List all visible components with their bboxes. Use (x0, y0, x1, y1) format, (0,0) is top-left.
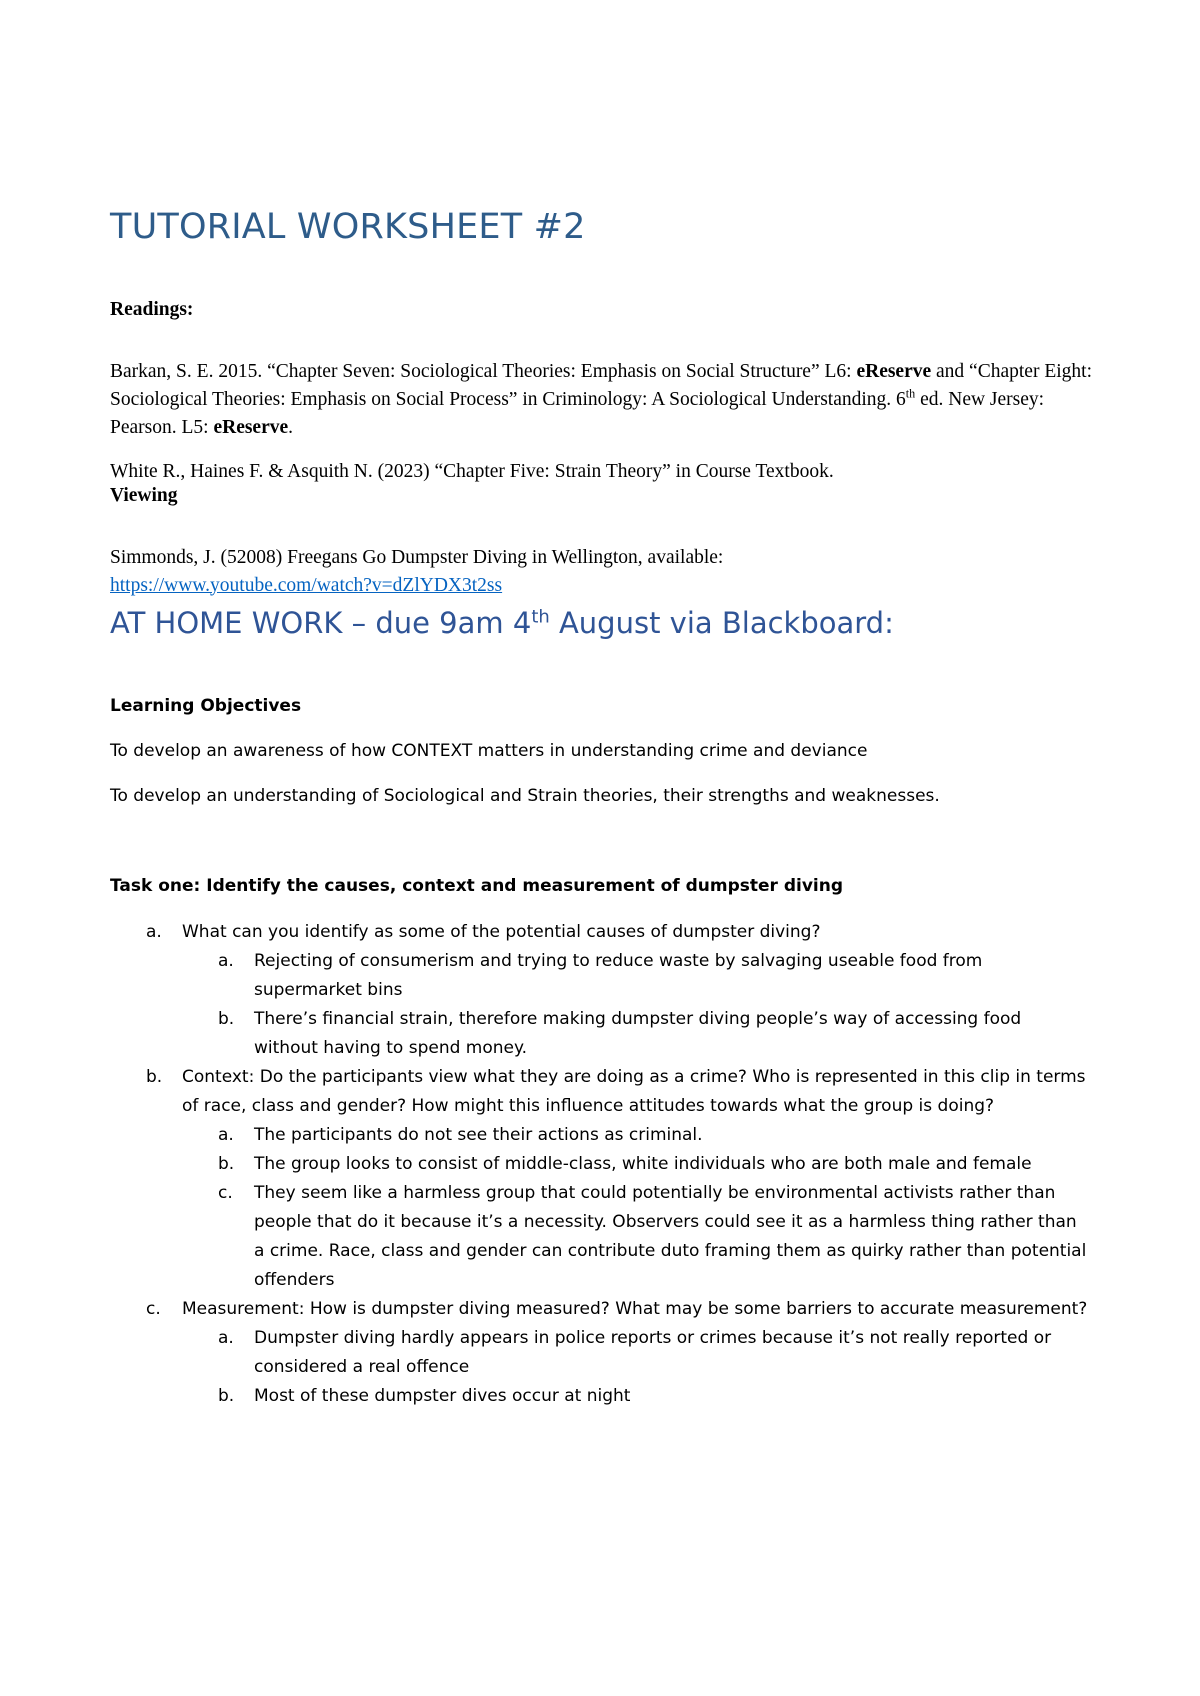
question-item-causes (110, 918, 1090, 947)
task-one-heading: Task one: Identify the causes, context and measurement of dumpster diving (110, 876, 844, 896)
question-item-measurement (110, 1295, 1090, 1324)
list-marker: b. (218, 1386, 235, 1406)
answer-text: They seem like a harmless group that could potentially be environmental activists rather than people that do it because it’s a necessity. Observers could see it as a harmless thing rather than a crime. Race, class and gender can contribute duto framing them as quirky rather than potential offenders (254, 1183, 1087, 1290)
objective-item: To develop an awareness of how CONTEXT matters in understanding crime and deviance (110, 741, 868, 761)
ereserve-label: eReserve (213, 416, 289, 438)
list-marker: a. (218, 1328, 234, 1348)
ref-text: ed. New Jersey: Pearson. L5: (110, 388, 1045, 438)
answer-text: Rejecting of consumerism and trying to reduce waste by salvaging useable food from supermarket bins (254, 951, 983, 1000)
viewing-heading: Viewing (110, 485, 178, 506)
answer-item (110, 1121, 1090, 1150)
viewing-reference (110, 544, 1100, 600)
question-text: Measurement: How is dumpster diving measured? What may be some barriers to accurate measurement? (182, 1299, 1088, 1319)
ref-text: . (288, 416, 294, 438)
list-marker: c. (218, 1183, 233, 1203)
ereserve-label: eReserve (856, 360, 932, 382)
ref-text: and “Chapter Eight: Sociological Theories: Emphasis on Social Process” in Criminology: A Sociological Understanding. 6 (110, 360, 1092, 410)
list-marker: a. (146, 922, 162, 942)
answer-item (110, 1382, 1090, 1411)
reading-reference-barkan (110, 358, 1100, 442)
youtube-link[interactable]: https://www.youtube.com/watch?v=dZlYDX3t2ss (110, 574, 503, 596)
homework-text: AT HOME WORK – due 9am 4 (110, 606, 532, 640)
answer-item (110, 1324, 1090, 1382)
question-text: Context: Do the participants view what they are doing as a crime? Who is represented in this clip in terms of race, class and gender? How might this influence attitudes towards what the group is doing? (182, 1067, 1086, 1116)
list-marker: b. (146, 1067, 163, 1087)
answer-text: The participants do not see their actions as criminal. (254, 1125, 703, 1145)
list-marker: b. (218, 1009, 235, 1029)
answer-text: There’s financial strain, therefore making dumpster diving people’s way of accessing food without having to spend money. (254, 1009, 1022, 1058)
answer-item (110, 947, 1090, 1005)
homework-heading (110, 606, 894, 640)
homework-text: August via Blackboard: (549, 606, 894, 640)
reading-reference-white: White R., Haines F. & Asquith N. (2023) “Chapter Five: Strain Theory” in Course Textbook. (110, 460, 834, 482)
question-text: What can you identify as some of the potential causes of dumpster diving? (182, 922, 821, 942)
answer-text: The group looks to consist of middle-class, white individuals who are both male and female (254, 1154, 1032, 1174)
ref-text: Barkan, S. E. 2015. “Chapter Seven: Sociological Theories: Emphasis on Social Structure” L6: (110, 360, 857, 382)
list-marker: a. (218, 951, 234, 971)
question-item-context (110, 1063, 1090, 1121)
viewing-reference-text: Simmonds, J. (52008) Freegans Go Dumpster Diving in Wellington, available: (110, 546, 724, 568)
ordinal-suffix: th (531, 606, 550, 628)
ordinal-suffix: th (905, 386, 916, 400)
answer-item (110, 1005, 1090, 1063)
answer-item (110, 1179, 1090, 1295)
answer-item (110, 1150, 1090, 1179)
answer-text: Most of these dumpster dives occur at night (254, 1386, 631, 1406)
objective-item: To develop an understanding of Sociological and Strain theories, their strengths and weaknesses. (110, 786, 940, 806)
worksheet-title: TUTORIAL WORKSHEET #2 (110, 207, 586, 247)
list-marker: a. (218, 1125, 234, 1145)
task-question-list (110, 918, 1090, 1411)
list-marker: c. (146, 1299, 161, 1319)
learning-objectives-heading: Learning Objectives (110, 696, 302, 716)
list-marker: b. (218, 1154, 235, 1174)
readings-heading: Readings: (110, 299, 194, 320)
answer-text: Dumpster diving hardly appears in police reports or crimes because it’s not really reported or considered a real offence (254, 1328, 1052, 1377)
